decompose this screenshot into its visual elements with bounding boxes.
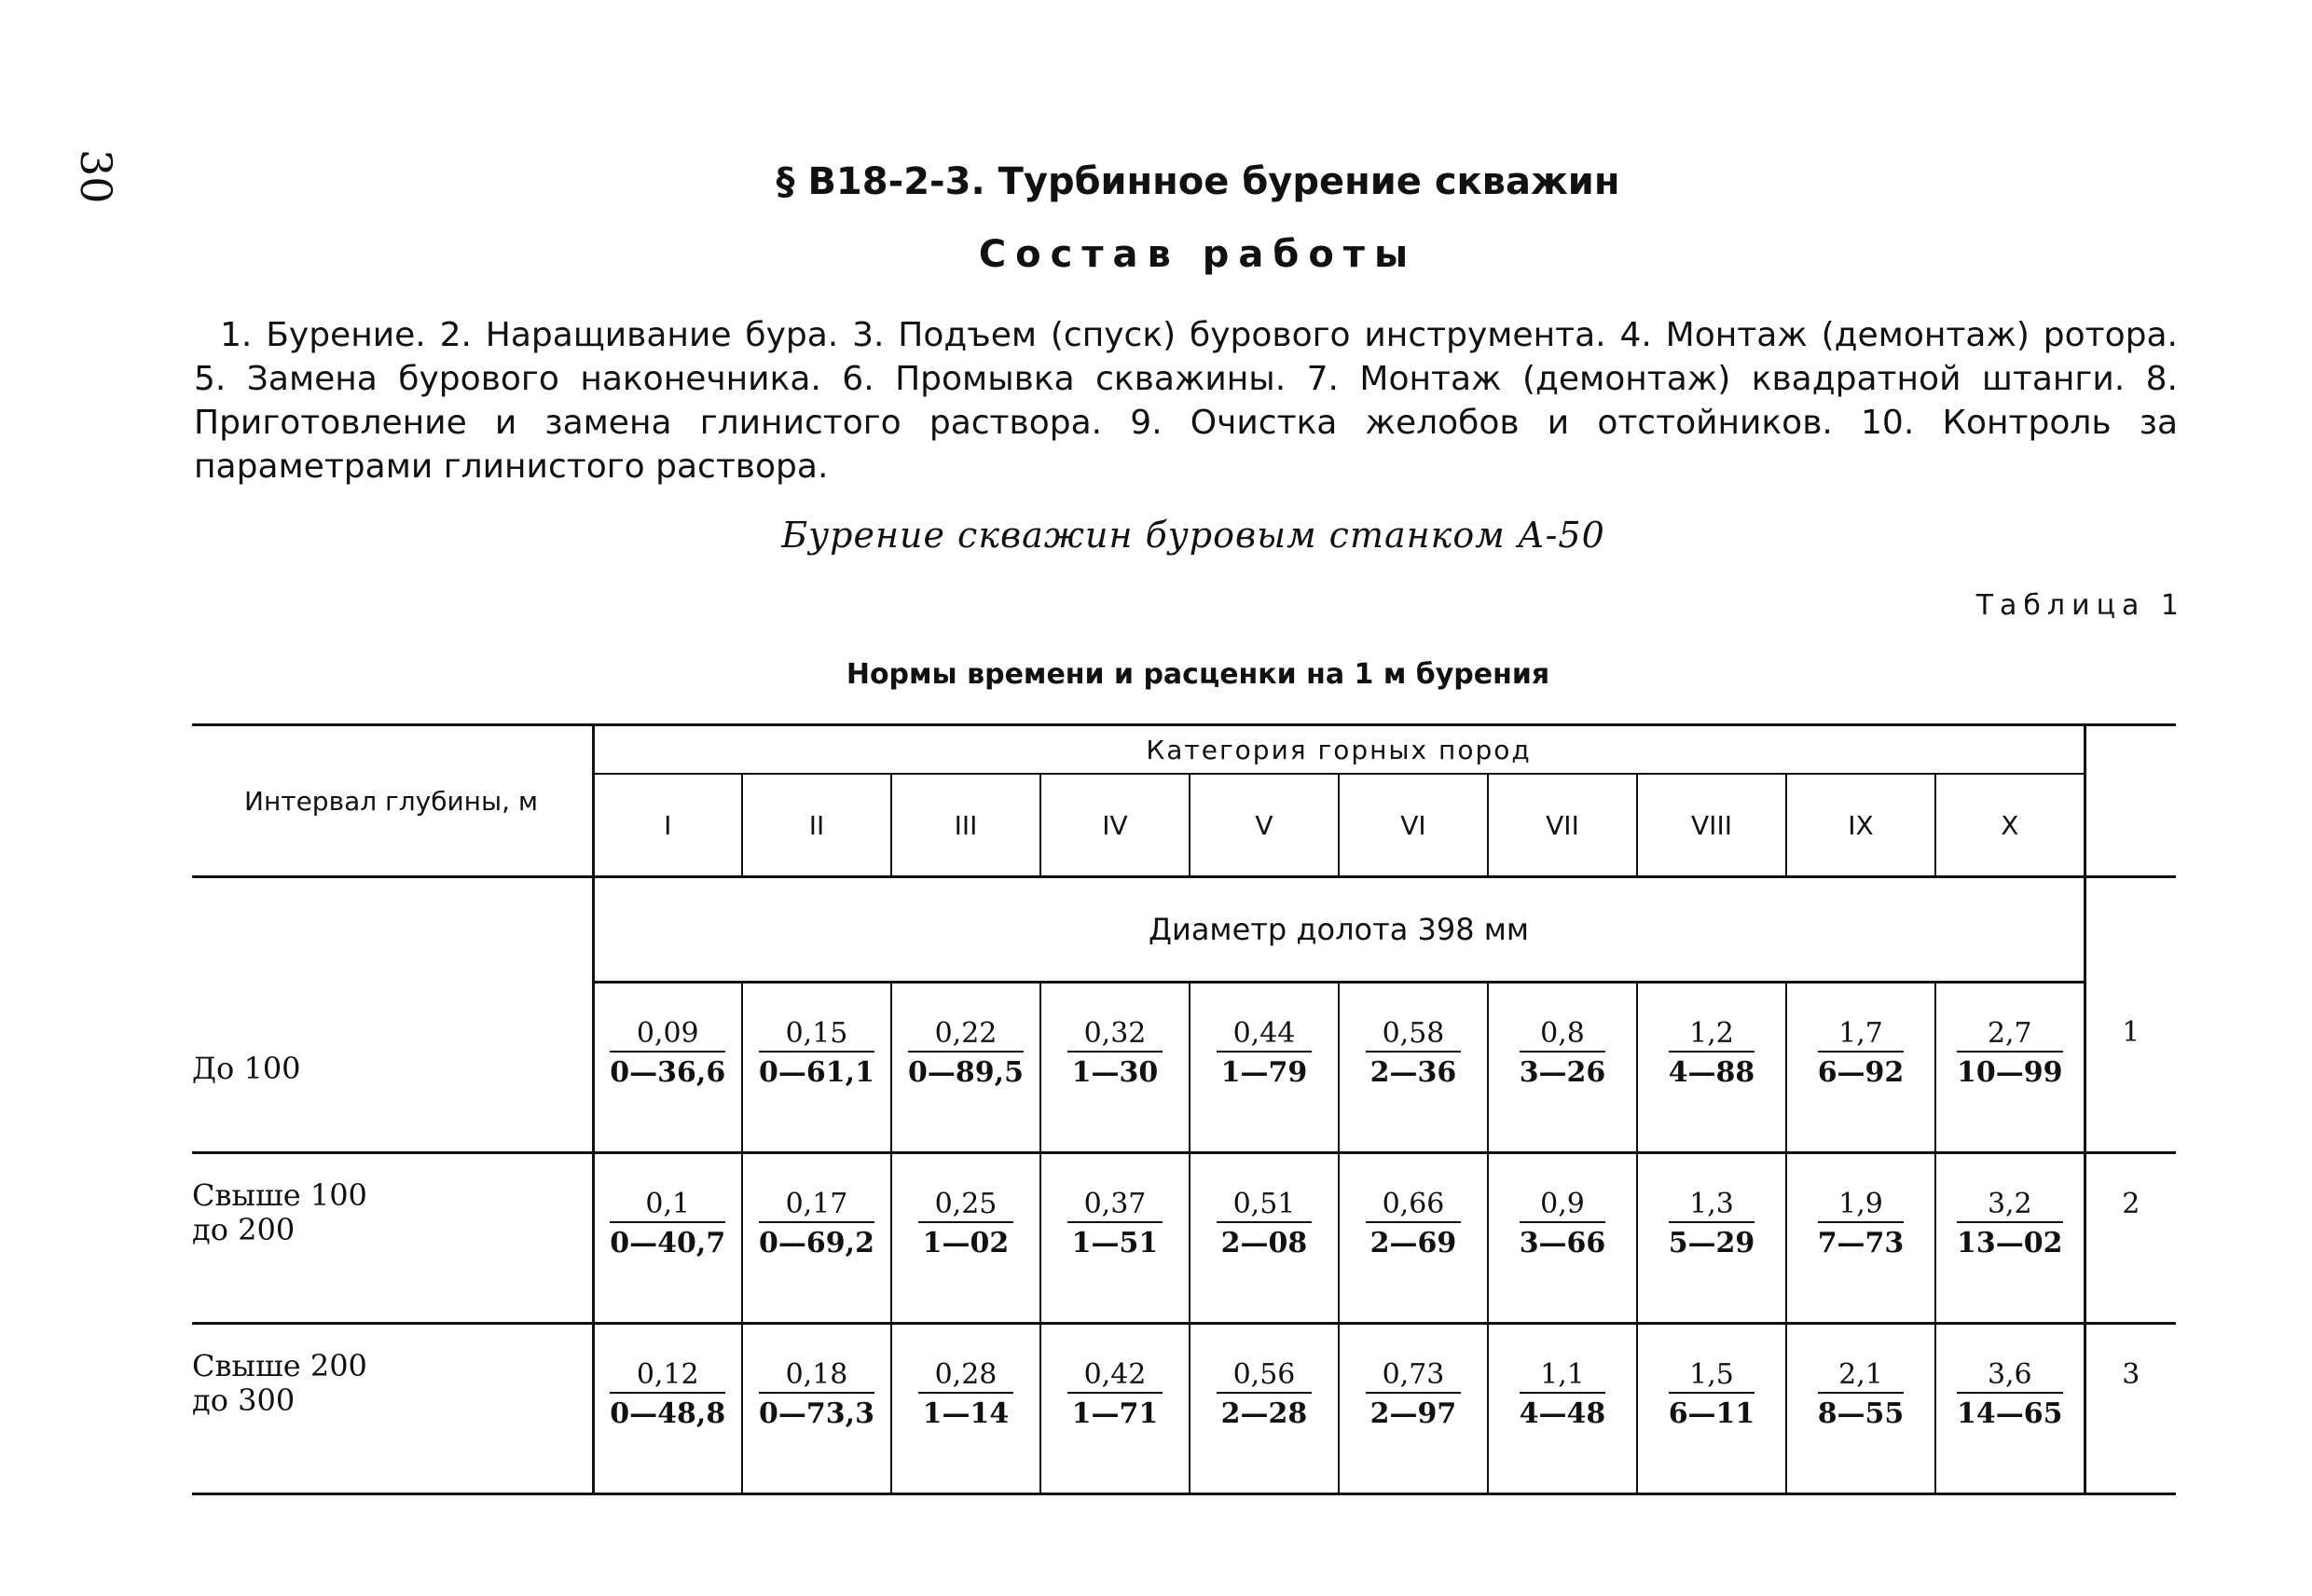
norm-value: 3,2 xyxy=(1957,1188,2063,1223)
value-cell xyxy=(1637,1153,1786,1324)
value-cell xyxy=(1786,1324,1935,1494)
price-value: 2—28 xyxy=(1220,1397,1308,1430)
category-label: III xyxy=(891,774,1040,877)
category-label: VII xyxy=(1488,774,1637,877)
norm-value: 0,1 xyxy=(610,1188,725,1223)
interval-line: до 200 xyxy=(192,1212,296,1247)
price-value: 2—97 xyxy=(1369,1397,1457,1430)
work-heading: Состав работы xyxy=(978,233,1418,276)
norm-value: 0,17 xyxy=(759,1188,874,1223)
value-cell xyxy=(891,983,1040,1153)
norm-value: 0,32 xyxy=(1067,1017,1163,1053)
norm-value: 1,9 xyxy=(1818,1188,1905,1223)
value-cell xyxy=(1040,1324,1190,1494)
value-cell xyxy=(1488,1153,1637,1324)
price-value: 2—69 xyxy=(1369,1227,1457,1259)
price-value: 7—73 xyxy=(1817,1227,1905,1259)
price-value: 6—92 xyxy=(1817,1056,1905,1089)
page-number: 30 xyxy=(71,149,121,204)
category-header: Категория горных пород xyxy=(593,725,2085,775)
value-cell xyxy=(1935,983,2085,1153)
value-cell xyxy=(593,1324,742,1494)
price-value: 0—69,2 xyxy=(759,1227,874,1259)
norm-value: 0,42 xyxy=(1067,1358,1163,1394)
norm-value: 0,66 xyxy=(1366,1188,1462,1223)
norms-table xyxy=(192,723,2176,1495)
price-value: 1—02 xyxy=(922,1227,1010,1259)
value-cell xyxy=(1935,1153,2085,1324)
norm-value: 2,1 xyxy=(1818,1358,1905,1394)
norm-value: 1,1 xyxy=(1520,1358,1606,1394)
value-cell xyxy=(1040,1153,1190,1324)
price-value: 1—14 xyxy=(922,1397,1010,1430)
category-label: VI xyxy=(1339,774,1488,877)
price-value: 2—36 xyxy=(1369,1056,1457,1089)
price-value: 13—02 xyxy=(1957,1227,2063,1259)
value-cell xyxy=(1040,983,1190,1153)
category-label: V xyxy=(1190,774,1339,877)
value-cell xyxy=(1786,983,1935,1153)
norm-value: 0,58 xyxy=(1366,1017,1462,1053)
category-label: IV xyxy=(1040,774,1190,877)
value-cell xyxy=(593,983,742,1153)
value-cell xyxy=(1935,1324,2085,1494)
price-value: 3—66 xyxy=(1519,1227,1606,1259)
price-value: 2—08 xyxy=(1220,1227,1308,1259)
table-caption: Нормы времени и расценки на 1 м бурения xyxy=(846,658,1550,691)
category-label: II xyxy=(742,774,891,877)
norm-value: 1,3 xyxy=(1669,1188,1755,1223)
value-cell xyxy=(1637,983,1786,1153)
category-label: IX xyxy=(1786,774,1935,877)
category-label: VIII xyxy=(1637,774,1786,877)
price-value: 0—73,3 xyxy=(759,1397,874,1430)
value-cell xyxy=(1190,983,1339,1153)
norm-value: 2,7 xyxy=(1957,1017,2063,1053)
value-cell xyxy=(1190,1153,1339,1324)
value-cell xyxy=(1488,983,1637,1153)
category-label: X xyxy=(1935,774,2085,877)
norm-value: 0,44 xyxy=(1217,1017,1313,1053)
value-cell xyxy=(742,1324,891,1494)
price-value: 10—99 xyxy=(1957,1056,2063,1089)
norm-value: 0,9 xyxy=(1520,1188,1606,1223)
value-cell xyxy=(1339,1153,1488,1324)
norm-value: 0,51 xyxy=(1217,1188,1313,1223)
value-cell xyxy=(1339,983,1488,1153)
value-cell xyxy=(891,1324,1040,1494)
diameter-label: Диаметр долота 398 мм xyxy=(593,877,2085,983)
norm-value: 0,25 xyxy=(918,1188,1014,1223)
price-value: 0—40,7 xyxy=(610,1227,726,1259)
norm-value: 1,7 xyxy=(1818,1017,1905,1053)
interval-line: Свыше 200 xyxy=(192,1348,367,1383)
norm-value: 0,8 xyxy=(1520,1017,1606,1053)
value-cell xyxy=(742,1153,891,1324)
price-value: 1—30 xyxy=(1071,1056,1159,1089)
category-label: I xyxy=(593,774,742,877)
price-value: 0—48,8 xyxy=(610,1397,726,1430)
norm-value: 0,15 xyxy=(759,1017,874,1053)
work-description: 1. Бурение. 2. Наращивание бура. 3. Подъем (спуск) бурового инструмента. 4. Монтаж (демонтаж) ротора. 5. Замена бурового наконечника. 6. Промывка скважины. 7. Монтаж (демонтаж) квадратной штанги. 8. Приготовление и замена глинистого раствора. 9. Очистка желобов и отстойников. 10. Контроль за параметрами глинистого раствора. xyxy=(194,316,2178,486)
interval-label: До 100 xyxy=(192,1051,301,1086)
table-row xyxy=(192,1153,2176,1324)
section-title: § В18-2-3. Турбинное бурение скважин xyxy=(776,160,1620,203)
norm-value: 3,6 xyxy=(1957,1358,2063,1394)
norm-value: 0,56 xyxy=(1217,1358,1313,1394)
index-header xyxy=(2085,725,2176,877)
row-index: 3 xyxy=(2085,1324,2176,1494)
value-cell xyxy=(742,983,891,1153)
norm-value: 0,37 xyxy=(1067,1188,1163,1223)
interval-header: Интервал глубины, м xyxy=(192,725,593,877)
price-value: 6—11 xyxy=(1668,1397,1755,1430)
price-value: 0—89,5 xyxy=(908,1056,1024,1089)
price-value: 14—65 xyxy=(1957,1397,2063,1430)
price-value: 0—36,6 xyxy=(610,1056,726,1089)
value-cell xyxy=(891,1153,1040,1324)
norm-value: 0,09 xyxy=(610,1017,725,1053)
norm-value: 0,12 xyxy=(610,1358,725,1394)
interval-label xyxy=(192,1324,593,1494)
table-row xyxy=(192,1324,2176,1494)
index-spacer xyxy=(2085,877,2176,983)
value-cell xyxy=(1786,1153,1935,1324)
norm-value: 0,22 xyxy=(908,1017,1024,1053)
norm-value: 0,18 xyxy=(759,1358,874,1394)
interval-line: Свыше 100 xyxy=(192,1177,367,1213)
norm-value: 0,28 xyxy=(918,1358,1014,1394)
interval-line: до 300 xyxy=(192,1383,296,1418)
value-cell xyxy=(1637,1324,1786,1494)
price-value: 4—48 xyxy=(1519,1397,1606,1430)
norm-value: 1,5 xyxy=(1669,1358,1755,1394)
table-label: Таблица 1 xyxy=(1975,589,2185,622)
table-subtitle: Бурение скважин буровым станком А-50 xyxy=(781,515,1605,556)
value-cell xyxy=(1339,1324,1488,1494)
row-index: 1 xyxy=(2085,983,2176,1153)
value-cell xyxy=(1488,1324,1637,1494)
price-value: 8—55 xyxy=(1817,1397,1905,1430)
row-index: 2 xyxy=(2085,1153,2176,1324)
value-cell xyxy=(593,1153,742,1324)
price-value: 3—26 xyxy=(1519,1056,1606,1089)
value-cell xyxy=(1190,1324,1339,1494)
price-value: 5—29 xyxy=(1668,1227,1755,1259)
price-value: 1—79 xyxy=(1220,1056,1308,1089)
interval-label xyxy=(192,1153,593,1324)
price-value: 1—71 xyxy=(1071,1397,1159,1430)
norm-value: 0,73 xyxy=(1366,1358,1462,1394)
norm-value: 1,2 xyxy=(1669,1017,1755,1053)
price-value: 1—51 xyxy=(1071,1227,1159,1259)
price-value: 0—61,1 xyxy=(759,1056,874,1089)
price-value: 4—88 xyxy=(1668,1056,1755,1089)
